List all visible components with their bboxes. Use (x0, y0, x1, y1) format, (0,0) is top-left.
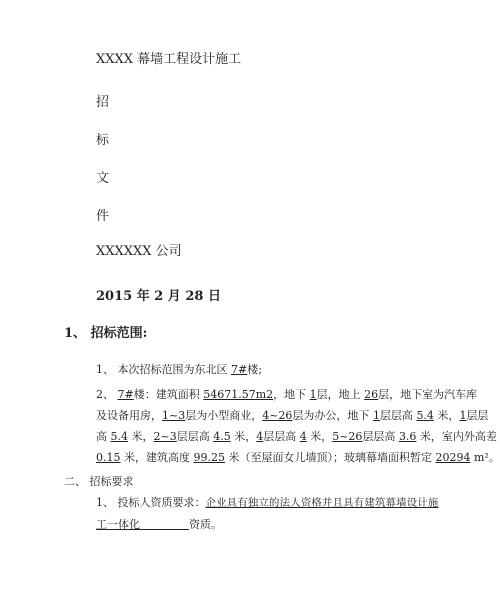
text-span: 层，地上 (316, 388, 365, 401)
value-span: 1 (459, 409, 467, 422)
scope-item-1-suffix: 楼; (247, 363, 262, 376)
scope-item-1 (96, 359, 262, 381)
title-char-2: 标 (96, 133, 110, 148)
value-span: 4~26 (262, 409, 293, 422)
requirement-item-1-line-2 (96, 514, 439, 535)
value-span: 4 (256, 430, 264, 443)
text-span: 米， (433, 409, 460, 422)
text-span: 高 (96, 430, 111, 443)
text-span: 楼：建筑面积 (133, 388, 204, 401)
scope-item-2-line-1 (96, 384, 477, 406)
scope-item-1-prefix: 1、 本次招标范围为东北区 (96, 363, 231, 376)
text-span: 层层高 (362, 430, 399, 443)
building-number: 7# (117, 388, 134, 401)
requirement-item-1-line-1 (96, 492, 439, 514)
text-span: m²。 (470, 451, 500, 464)
scope-item-2-line-3 (96, 426, 497, 448)
title-char-3: 文 (96, 171, 110, 186)
value-span: 5.4 (416, 409, 434, 422)
qualification-text: 企业具有独立的法人资格并且具有建筑幕墙设计施 (205, 497, 439, 509)
document-title: XXXX 幕墙工程设计施工 (96, 52, 242, 67)
qualification-text-cont: 工一体化 (96, 518, 140, 531)
height-difference: 0.15 (96, 451, 121, 464)
text-span: 米，室内外高差 (416, 430, 497, 443)
above-ground-floors: 26 (364, 388, 379, 401)
value-span: 2~3 (153, 430, 177, 443)
value-span: 4 (299, 430, 307, 443)
value-span: 5~26 (332, 430, 363, 443)
scope-item-2-line-2 (96, 405, 488, 427)
scope-item-2-line-4 (96, 447, 500, 469)
document-date: 2015 年 2 月 28 日 (96, 289, 221, 304)
company-name: XXXXXX 公司 (96, 244, 182, 259)
text-span: 层，地下室为汽车库 (378, 388, 478, 401)
text-span: 及设备用房， (96, 409, 162, 422)
blank-fill (140, 518, 189, 531)
title-char-1: 招 (96, 95, 110, 110)
value-span: 1~3 (162, 409, 186, 422)
value-span: 1 (372, 409, 380, 422)
text-span: 米，建筑高度 (120, 451, 194, 464)
underground-floors: 1 (309, 388, 317, 401)
requirement-label: 1、 投标人资质要求： (96, 496, 206, 509)
value-span: 5.4 (110, 430, 128, 443)
building-height: 99.25 (193, 451, 225, 464)
title-char-4: 件 (96, 209, 110, 224)
text-span: 米， (230, 430, 257, 443)
building-number: 7# (231, 363, 248, 376)
value-span: 4.5 (213, 430, 231, 443)
text-span: ，地下 (273, 388, 310, 401)
value-span: 3.6 (398, 430, 417, 443)
text-span: 资质。 (188, 518, 222, 531)
text-span: 2、 (96, 388, 118, 401)
curtain-wall-area: 20294 (435, 451, 471, 464)
text-span: 米， (128, 430, 154, 443)
text-span: 层层高 (379, 409, 417, 422)
text-span: 层层 (466, 409, 489, 422)
text-span: 层层高 (263, 430, 300, 443)
building-area: 54671.57m2 (203, 388, 274, 401)
text-span: 层为小型商业， (185, 409, 263, 422)
section-heading-scope: 1、 招标范围: (64, 326, 148, 341)
text-span: 米（至屋面女儿墙顶）；玻璃幕墙面积暂定 (225, 451, 436, 464)
text-span: 层为办公，地下 (292, 409, 373, 422)
section-heading-requirements: 二、 招标要求 (64, 475, 134, 488)
text-span: 层层高 (176, 430, 214, 443)
text-span: 米， (306, 430, 333, 443)
requirement-item-1 (96, 492, 439, 535)
